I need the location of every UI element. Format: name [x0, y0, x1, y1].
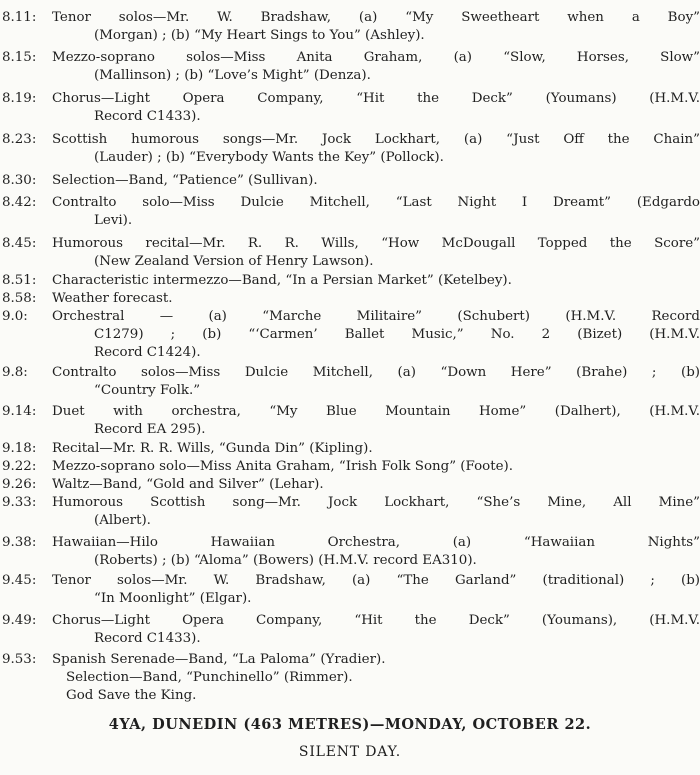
programme-entry — [0, 476, 700, 494]
entry-time: 8.45: — [2, 236, 37, 251]
entry-time: 9.8: — [2, 365, 28, 380]
programme-entry — [0, 364, 700, 400]
entry-line: Characteristic intermezzo—Band, “In a Persian Market” (Ketelbey). — [52, 273, 512, 288]
silent-day-label: SILENT DAY. — [298, 744, 402, 760]
entry-line: C1279) ; (b) “‘Carmen’ Ballet Music,” No. 2 (Bizet) (H.M.V. — [94, 327, 700, 342]
programme-entry — [0, 194, 700, 230]
entry-time: 9.0: — [2, 309, 28, 324]
entry-time: 8.30: — [2, 173, 37, 188]
programme-extra-line: God Save the King. — [66, 688, 197, 703]
programme-entry — [0, 572, 700, 608]
entry-line: Weather forecast. — [52, 291, 173, 306]
entry-line: Tenor solos—Mr. W. Bradshaw, (a) “My Sweetheart when a Boy” — [52, 10, 700, 25]
entry-line: Duet with orchestra, “My Blue Mountain Home” (Dalhert), (H.M.V. — [52, 404, 700, 419]
entry-time: 8.11: — [2, 10, 37, 25]
entry-line: “In Moonlight” (Elgar). — [94, 591, 252, 606]
programme-entry — [0, 131, 700, 167]
programme-entry — [0, 458, 700, 476]
entry-line: Humorous recital—Mr. R. R. Wills, “How McDougall Topped the Score” — [52, 236, 700, 251]
programme-entry — [0, 534, 700, 570]
entry-time: 8.51: — [2, 273, 37, 288]
programme-entry — [0, 49, 700, 85]
programme-entry — [0, 90, 700, 126]
entry-line: Record C1433). — [94, 109, 201, 124]
programme-entry — [0, 172, 700, 190]
entry-time: 9.33: — [2, 495, 37, 510]
entry-time: 9.26: — [2, 477, 37, 492]
entry-line: Humorous Scottish song—Mr. Jock Lockhart, “She’s Mine, All Mine” — [52, 495, 700, 510]
programme-entry — [0, 651, 700, 669]
entry-time: 8.15: — [2, 50, 37, 65]
programme-entry — [0, 440, 700, 458]
programme-entry — [0, 235, 700, 271]
entry-line: Record C1433). — [94, 631, 201, 646]
programme-entry — [0, 9, 700, 45]
programme-entry — [0, 403, 700, 439]
programme-entry — [0, 308, 700, 362]
entry-line: Mezzo-soprano solo—Miss Anita Graham, “Irish Folk Song” (Foote). — [52, 459, 513, 474]
entry-time: 9.14: — [2, 404, 37, 419]
programme-entry — [0, 612, 700, 648]
entry-line: Contralto solo—Miss Dulcie Mitchell, “Last Night I Dreamt” (Edgardo — [52, 195, 700, 210]
entry-time: 9.49: — [2, 613, 37, 628]
programme-entry — [0, 272, 700, 290]
entry-time: 8.42: — [2, 195, 37, 210]
programme-entry — [0, 494, 700, 530]
entry-line: (Lauder) ; (b) “Everybody Wants the Key” (Pollock). — [94, 150, 444, 165]
entry-line: Recital—Mr. R. R. Wills, “Gunda Din” (Kipling). — [52, 441, 373, 456]
entry-line: Hawaiian—Hilo Hawaiian Orchestra, (a) “Hawaiian Nights” — [52, 535, 700, 550]
entry-line: Selection—Band, “Patience” (Sullivan). — [52, 173, 318, 188]
programme-entry — [0, 290, 700, 308]
entry-time: 8.58: — [2, 291, 37, 306]
entry-line: “Country Folk.” — [94, 383, 201, 398]
entry-time: 9.38: — [2, 535, 37, 550]
entry-line: Scottish humorous songs—Mr. Jock Lockhart, (a) “Just Off the Chain” — [52, 132, 700, 147]
entry-line: Orchestral — (a) “Marche Militaire” (Schubert) (H.M.V. Record — [52, 309, 700, 324]
entry-line: Tenor solos—Mr. W. Bradshaw, (a) “The Garland” (traditional) ; (b) — [52, 573, 700, 588]
entry-line: Record C1424). — [94, 345, 201, 360]
entry-line: (Roberts) ; (b) “Aloma” (Bowers) (H.M.V. record EA310). — [94, 553, 477, 568]
entry-line: Chorus—Light Opera Company, “Hit the Deck” (Youmans), (H.M.V. — [52, 613, 700, 628]
entry-line: (Albert). — [94, 513, 151, 528]
entry-line: (Morgan) ; (b) “My Heart Sings to You” (Ashley). — [94, 28, 425, 43]
entry-time: 8.19: — [2, 91, 37, 106]
entry-line: Mezzo-soprano solos—Miss Anita Graham, (a) “Slow, Horses, Slow” — [52, 50, 700, 65]
entry-line: Waltz—Band, “Gold and Silver” (Lehar). — [52, 477, 324, 492]
entry-time: 9.22: — [2, 459, 37, 474]
entry-line: Spanish Serenade—Band, “La Paloma” (Yradier). — [52, 652, 386, 667]
entry-time: 9.53: — [2, 652, 37, 667]
entry-line: (Mallinson) ; (b) “Love’s Might” (Denza). — [94, 68, 371, 83]
entry-line: Record EA 295). — [94, 422, 206, 437]
station-heading: 4YA, DUNEDIN (463 METRES)—MONDAY, OCTOBER 22. — [108, 716, 592, 733]
entry-line: Chorus—Light Opera Company, “Hit the Deck” (Youmans) (H.M.V. — [52, 91, 700, 106]
entry-line: Levi). — [94, 213, 133, 228]
entry-time: 8.23: — [2, 132, 37, 147]
programme-extra-line: Selection—Band, “Punchinello” (Rimmer). — [66, 670, 353, 685]
entry-time: 9.45: — [2, 573, 37, 588]
entry-line: (New Zealand Version of Henry Lawson). — [94, 254, 374, 269]
entry-line: Contralto solos—Miss Dulcie Mitchell, (a) “Down Here” (Brahe) ; (b) — [52, 365, 700, 380]
entry-time: 9.18: — [2, 441, 37, 456]
